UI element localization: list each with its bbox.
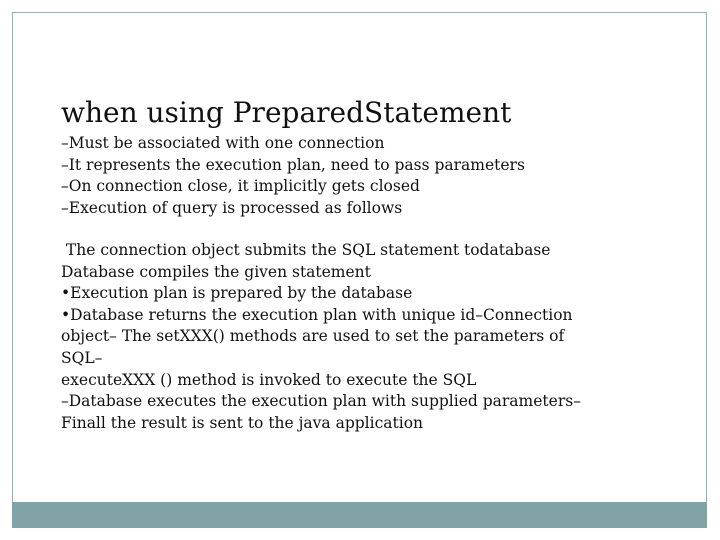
paragraph-line: SQL– bbox=[61, 348, 103, 367]
paragraph-line: object– The setXXX() methods are used to set the parameters of bbox=[61, 327, 565, 346]
bullet-item: –Execution of query is processed as follows bbox=[61, 198, 403, 217]
bullet-list bbox=[61, 133, 661, 219]
paragraph-line: –Database executes the execution plan with supplied parameters– bbox=[61, 392, 581, 411]
paragraph-line: The connection object submits the SQL statement todatabase bbox=[61, 241, 551, 259]
bullet-item: –Must be associated with one connection bbox=[61, 134, 385, 152]
paragraph-line: •Database returns the execution plan with unique id–Connection bbox=[61, 305, 573, 324]
bullet-item: –It represents the execution plan, need to pass parameters bbox=[61, 155, 525, 174]
footer-bar bbox=[12, 502, 707, 528]
paragraph-line: Finall the result is sent to the java application bbox=[61, 413, 424, 432]
paragraph-line: Database compiles the given statement bbox=[61, 262, 371, 281]
body-paragraph bbox=[61, 240, 651, 434]
paragraph-line: •Execution plan is prepared by the database bbox=[61, 284, 413, 303]
slide-title: when using PreparedStatement bbox=[61, 96, 512, 129]
bullet-item: –On connection close, it implicitly gets closed bbox=[61, 177, 420, 196]
paragraph-line: executeXXX () method is invoked to execute the SQL bbox=[61, 370, 477, 389]
